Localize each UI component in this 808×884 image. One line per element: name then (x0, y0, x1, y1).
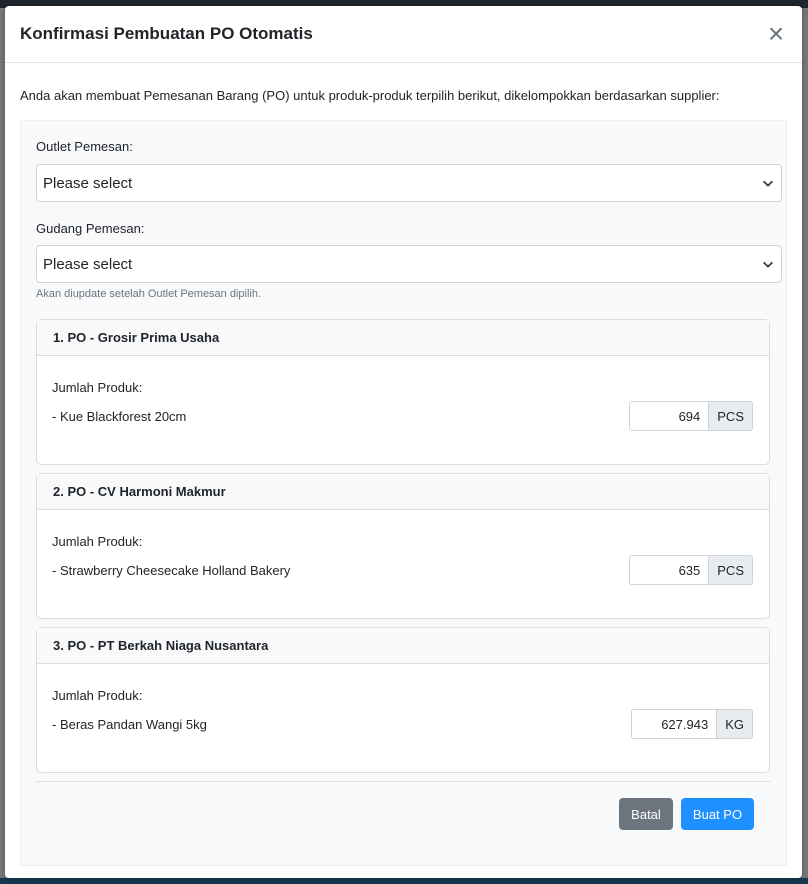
unit-label: PCS (709, 555, 753, 585)
quantity-input-group (629, 401, 753, 431)
gudang-select-value: Please select (43, 255, 133, 273)
po-card-body (37, 664, 769, 772)
jumlah-produk-label: Jumlah Produk: (52, 534, 143, 549)
po-card-body (37, 356, 769, 464)
outlet-label: Outlet Pemesan: (36, 139, 133, 154)
po-card-header: 2. PO - CV Harmoni Makmur (37, 474, 769, 510)
po-confirmation-modal (5, 6, 802, 878)
po-card-header: 3. PO - PT Berkah Niaga Nusantara (37, 628, 769, 664)
jumlah-produk-label: Jumlah Produk: (52, 380, 143, 395)
product-name: - Strawberry Cheesecake Holland Bakery (52, 563, 291, 578)
po-card (36, 319, 770, 465)
unit-label: KG (717, 709, 753, 739)
outlet-select-value: Please select (43, 174, 133, 192)
po-card-body (37, 510, 769, 618)
po-card-header: 1. PO - Grosir Prima Usaha (37, 320, 769, 356)
jumlah-produk-label: Jumlah Produk: (52, 688, 143, 703)
close-icon[interactable]: × (767, 18, 785, 49)
po-card (36, 473, 770, 619)
chevron-down-icon (761, 176, 775, 190)
unit-label: PCS (709, 401, 753, 431)
modal-intro-text: Anda akan membuat Pemesanan Barang (PO) untuk produk-produk terpilih berikut, dikelompokkan berdasarkan supplier: (20, 88, 720, 103)
product-name: - Beras Pandan Wangi 5kg (52, 717, 207, 732)
footer-divider (36, 781, 771, 782)
quantity-input[interactable]: 694 (629, 401, 709, 431)
modal-title: Konfirmasi Pembuatan PO Otomatis (20, 24, 313, 43)
quantity-input-group (631, 709, 753, 739)
modal-header (5, 6, 802, 63)
outlet-select[interactable] (36, 164, 782, 202)
quantity-input[interactable]: 627.943 (631, 709, 717, 739)
gudang-help-text: Akan diupdate setelah Outlet Pemesan dipilih. (36, 288, 262, 300)
quantity-input-group (629, 555, 753, 585)
gudang-select[interactable] (36, 245, 782, 283)
po-form-panel (20, 120, 787, 866)
cancel-button[interactable]: Batal (619, 798, 673, 830)
gudang-label: Gudang Pemesan: (36, 221, 145, 236)
quantity-input[interactable]: 635 (629, 555, 709, 585)
chevron-down-icon (761, 257, 775, 271)
product-name: - Kue Blackforest 20cm (52, 409, 187, 424)
po-card (36, 627, 770, 773)
create-po-button[interactable]: Buat PO (681, 798, 754, 830)
